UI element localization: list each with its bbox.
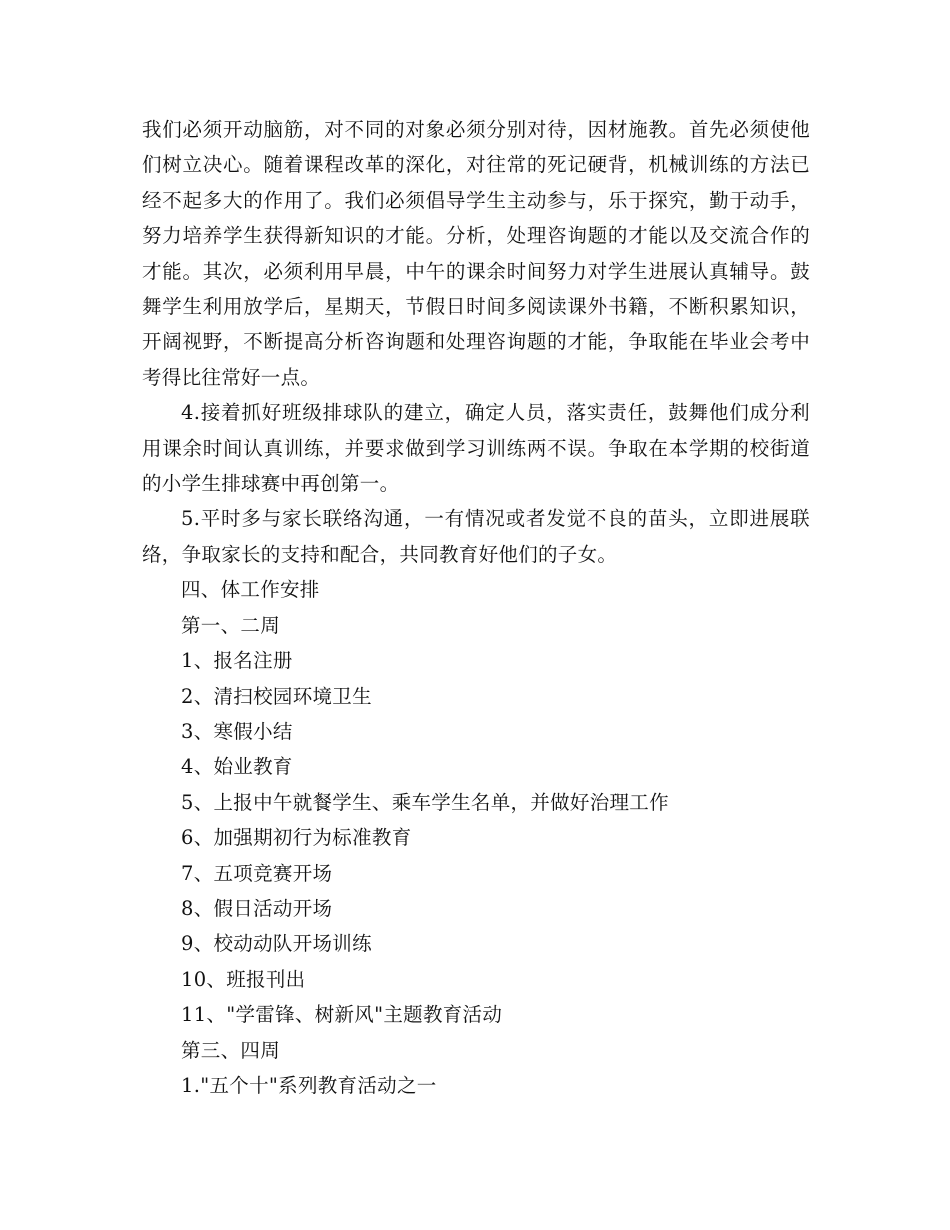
- list-item: 5、上报中午就餐学生、乘车学生名单，并做好治理工作: [181, 790, 669, 814]
- paragraph-parent-contact: 5.平时多与家长联络沟通，一有情况或者发觉不良的苗头，立即进展联络，争取家长的支持和配合，共同教育好他们的子女。: [142, 507, 810, 566]
- list-item: 2、清扫校园环境卫生: [181, 684, 372, 708]
- list-item: 8、假日活动开场: [181, 896, 333, 920]
- list-item: 7、五项竞赛开场: [181, 861, 333, 885]
- list-item: 4、始业教育: [181, 755, 293, 779]
- paragraph-volleyball-team: 4.接着抓好班级排球队的建立，确定人员，落实责任，鼓舞他们成分利用课余时间认真训练，并要求做到学习训练两不误。争取在本学期的校街道的小学生排球赛中再创第一。: [142, 401, 810, 496]
- week-heading: 第三、四周: [181, 1038, 281, 1062]
- list-item: 1."五个十"系列教育活动之一: [181, 1073, 437, 1097]
- list-item: 1、报名注册: [181, 649, 293, 673]
- list-item: 9、校动动队开场训练: [181, 932, 372, 956]
- paragraph-teaching-methods: 我们必须开动脑筋，对不同的对象必须分别对待，因材施教。首先必须使他们树立决心。随着课程改革的深化，对往常的死记硬背，机械训练的方法已经不起多大的作用了。我们必须倡导学生主动参与，乐于探究，勤于动手，努力培养学生获得新知识的才能。分析，处理咨询题的才能以及交流合作的才能。其次，必须利用早晨，中午的课余时间努力对学生进展认真辅导。鼓舞学生利用放学后，星期天，节假日时间多阅读课外书籍，不断积累知识，开阔视野，不断提高分析咨询题和处理咨询题的才能，争取能在毕业会考中考得比往常好一点。: [142, 118, 810, 389]
- list-item: 11、"学雷锋、树新风"主题教育活动: [181, 1003, 503, 1027]
- section-title: 四、体工作安排: [181, 578, 320, 602]
- list-item: 3、寒假小结: [181, 719, 293, 743]
- document-body: [142, 112, 810, 1103]
- list-item: 10、班报刊出: [181, 967, 306, 991]
- week-heading: 第一、二周: [181, 613, 281, 637]
- list-item: 6、加强期初行为标准教育: [181, 826, 412, 850]
